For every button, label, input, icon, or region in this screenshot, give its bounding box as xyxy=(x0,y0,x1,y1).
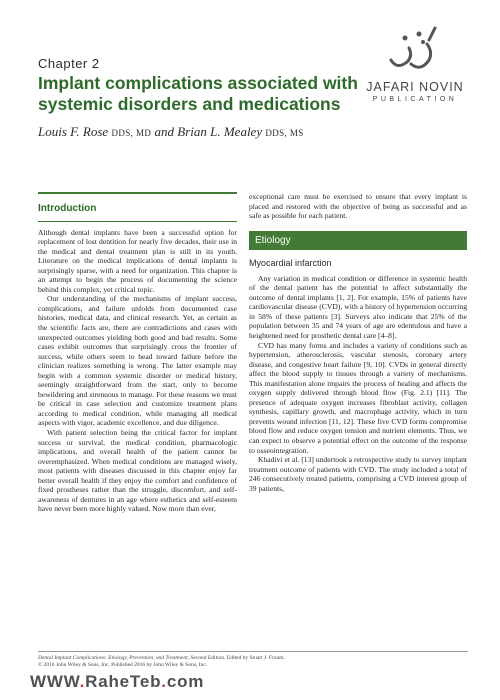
etiology-heading: Etiology xyxy=(249,231,467,251)
footnote-copyright: © 2016 John Wiley & Sons, Inc. Published 2016 by John Wiley & Sons, Inc. xyxy=(38,662,208,668)
footnote-edition: Second Edition. Edited by Stuart J. Froum. xyxy=(190,655,285,661)
watermark-text: WWW xyxy=(30,672,80,691)
watermark-text: com xyxy=(166,672,205,691)
right-column xyxy=(249,192,467,493)
publisher-logo xyxy=(340,18,490,153)
author-name: Brian L. Mealey xyxy=(177,124,263,139)
publisher-name: JAFARI NOVIN xyxy=(366,80,464,94)
page-footnote xyxy=(38,651,468,669)
author-degree: DDS, MS xyxy=(265,128,304,138)
intro-paragraph: With patient selection being the critical factor for implant success or survival, the medical condition, pharmacologic implications, and overall health of the patient cannot be overemphasized. When medical conditions are managed wisely, most patients with diseases discussed in this chapter enjoy far better overall health if they enjoy the comfort and confidence of fixed prostheses rather than the struggle, discomfort, and self-awareness of dentures in an age where esthetics and self-esteem have never been more highly valued. Now more than ever, xyxy=(38,428,237,514)
footnote-book-title: Dental Implant Complications: Etiology, Prevention, and Treatment, xyxy=(38,655,189,661)
author-degree: DDS, MD xyxy=(111,128,152,138)
publisher-subtitle: PUBLICATION xyxy=(372,96,458,103)
myocardial-subheading: Myocardial infarction xyxy=(249,258,332,269)
intro-paragraph: Our understanding of the mechanisms of implant success, complications, and failure unfolds from documented case histories, medical data, and clinical research. Yet, as certain as the scientific facts are, there are contradictions and cases with unexpected outcomes yielding both good and bad results. Some cases exhibit outcomes that surprisingly cross the frontier of success, while others seem to head toward failure before the clinician realizes something is wrong. The latter example may begin with a common systemic disorder or medical history, seemingly straightforward from the start, only to become bewildering and strenuous to manage. For these reasons we must be critical in case selection and customize treatment plans according to medical condition, while managing all medical aspects with vigor, academic excellence, and due diligence. xyxy=(38,294,237,428)
chapter-label: Chapter 2 xyxy=(38,56,100,71)
etiology-paragraph: Any variation in medical condition or difference in systemic health of the dental patient has the potential to affect substantially the outcome of dental implants [1, 2]. For example, 15% of patients have cardiovascular disease (CVD), with a history of hypertension occurring in 58% of these patients [3]. Surveys also indicate that 25% of the population between 35 and 74 years of age are edentulous and have a heightened need for prosthetic dental care [4–8]. xyxy=(249,273,467,341)
chapter-title: Implant complications associated with systemic disorders and medications xyxy=(38,73,358,114)
author-joiner: and xyxy=(154,124,174,139)
etiology-paragraph: CVD has many forms and includes a variety of conditions such as hypertension, atherosclerosis, vascular stenosis, coronary artery disease, and congestive heart failure [9, 10]. CVDs in general directly affect the blood supply to tissues through a variety of mechanisms. This manifestation alone impairs the process of healing and affects the oxygen supply delivered through blood flow (Fig. 2.1) [11]. The presence of adequate oxygen increases fibroblast activity, collagen synthesis, capillary growth, and macrophage activity, which in turn prevents wound infection [11, 12]. These five CVD forms compromise blood flow and reduce oxygen tension and nutrient elements. Thus, we can expect to observe a potential effect on the outcome of the response to osseointegration. xyxy=(249,340,467,455)
etiology-paragraph: Khadivi et al. [13] undertook a retrospective study to survey implant treatment outcome of patients with CVD. The study included a total of 246 consecutively treated patients, comprising a CVD interest group of 39 patients, xyxy=(249,455,467,493)
introduction-heading: Introduction xyxy=(38,192,237,222)
intro-paragraph: Although dental implants have been a successful option for replacement of lost dentition for nearly five decades, their use in the medical and dental treatment plan is still in its youth. Literature on the medical implications of dental implants is surprisingly sparse, with a need for organization. This chapter is an attempt to begin the process of documenting the science behind this complex, yet critical topic. xyxy=(38,227,237,294)
author-line xyxy=(38,124,304,140)
intro-continuation: exceptional care must be exercised to ensure that every implant is placed and restored with the objective of being as successful and as safe as possible for each patient. xyxy=(249,192,467,221)
author-name: Louis F. Rose xyxy=(38,124,109,139)
calligraphy-logo-icon xyxy=(385,18,445,78)
watermark xyxy=(30,668,280,696)
watermark-dot: . xyxy=(161,672,167,691)
left-column xyxy=(38,192,237,514)
chapter-header xyxy=(38,56,378,115)
watermark-text: RaheTeb xyxy=(85,672,162,691)
watermark-dot: . xyxy=(79,672,86,691)
